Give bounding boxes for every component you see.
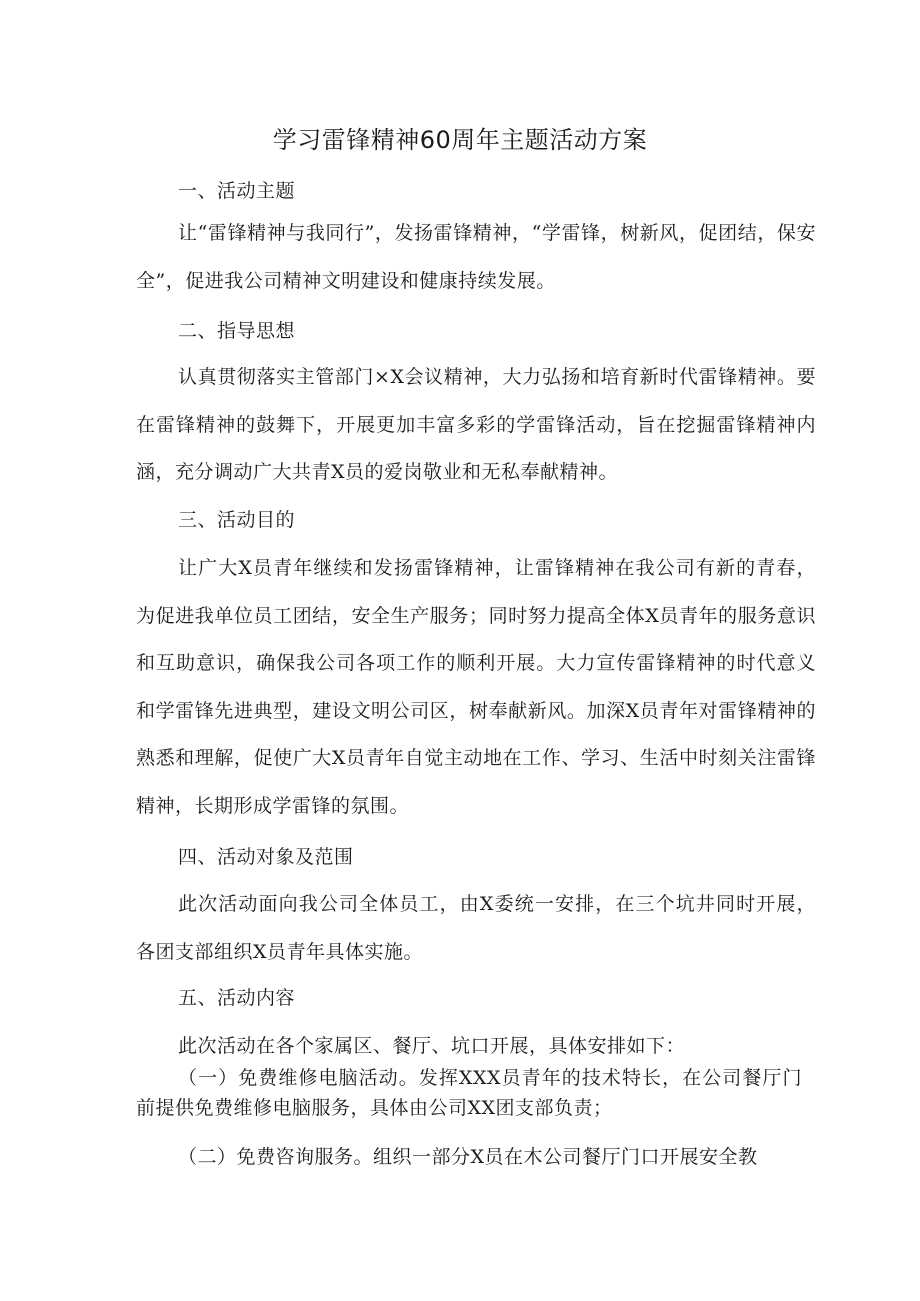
section-paragraph-4: 此次活动面向我公司全体员工，由X委统一安排，在三个坑井同时开展，各团支部组织X员青年具体实施。	[136, 893, 816, 963]
section-heading-1: 一、活动主题	[178, 180, 296, 202]
section-paragraph-2: 认真贯彻落实主管部门×X会议精神，大力弘扬和培育新时代雷锋精神。要在雷锋精神的鼓舞下，开展更加丰富多彩的学雷锋活动，旨在挖掘雷锋精神内涵，充分调动广大共青X员的爱岗敬业和无私奉献精神。	[136, 366, 816, 483]
section-paragraph-5-item-1: （一）免费维修电脑活动。发挥XXX员青年的技术特长，在公司餐厅门前提供免费维修电脑服务，具体由公司XX团支部负责；	[136, 1067, 802, 1119]
section-paragraph-5-item-2: （二）免费咨询服务。组织一部分X员在木公司餐厅门口开展安全教	[178, 1146, 758, 1168]
section-heading-2: 二、指导思想	[178, 320, 296, 342]
section-heading-3: 三、活动目的	[178, 509, 296, 531]
section-paragraph-3: 让广大X员青年继续和发扬雷锋精神，让雷锋精神在我公司有新的青春，为促进我单位员工团结，安全生产服务；同时努力提高全体X员青年的服务意识和互助意识，确保我公司各项工作的顺利开展。大力宣传雷锋精神的时代意义和学雷锋先进典型，建设文明公司区，树奉献新风。加深X员青年对雷锋精神的熟悉和理解，促使广大X员青年自觉主动地在工作、学习、生活中时刻关注雷锋精神，长期形成学雷锋的氛围。	[136, 557, 816, 817]
section-heading-4: 四、活动对象及范围	[178, 846, 354, 868]
document-title: 学习雷锋精神60周年主题活动方案	[272, 126, 648, 154]
section-paragraph-5-intro: 此次活动在各个家属区、餐厅、坑口开展，具体安排如下：	[178, 1035, 686, 1057]
section-paragraph-1: 让“雷锋精神与我同行”，发扬雷锋精神，“学雷锋，树新风，促团结，保安全”，促进我公司精神文明建设和健康持续发展。	[136, 222, 816, 292]
section-heading-5: 五、活动内容	[178, 987, 296, 1009]
